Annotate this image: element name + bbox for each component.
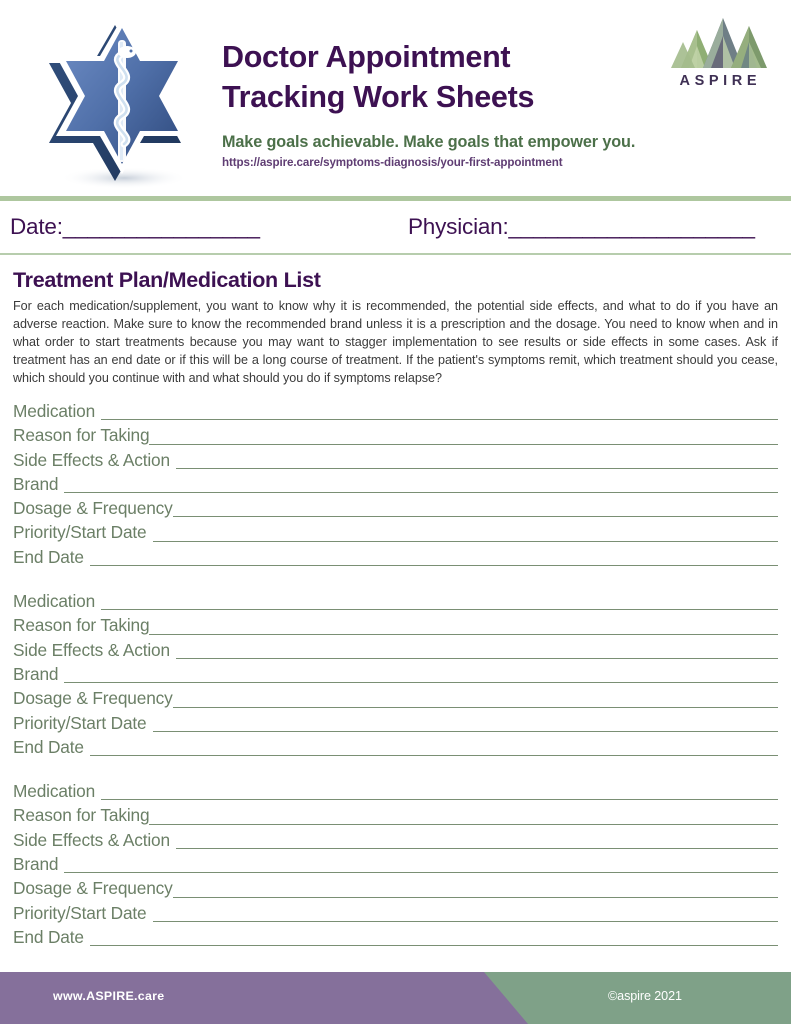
form-field-row [13, 546, 778, 570]
field-write-in-line[interactable] [149, 634, 778, 635]
field-write-in-line[interactable] [101, 799, 778, 800]
field-label: Reason for Taking [13, 805, 150, 826]
form-field-row [13, 400, 778, 424]
field-write-in-line[interactable] [153, 731, 778, 732]
field-write-in-line[interactable] [64, 492, 778, 493]
form-field-row [13, 449, 778, 473]
field-label: Dosage & Frequency [13, 498, 173, 519]
field-label: End Date [13, 926, 84, 947]
field-label: Priority/Start Date [13, 522, 147, 543]
form-field-row [13, 853, 778, 877]
field-write-in-line[interactable] [149, 444, 778, 445]
page-header [0, 0, 791, 196]
field-label: Brand [13, 473, 59, 494]
field-label: Brand [13, 663, 59, 684]
field-label: Medication [13, 591, 96, 612]
field-label: Side Effects & Action [13, 829, 170, 850]
section-body-text: For each medication/supplement, you want to know why it is recommended, the potential side effects, and what to do if you have an adverse reaction. Make sure to know the recommended brand unless it is a prescription and the dosage. You need to know when and in what order to start treatments because you may want to stagger implementation to see results or side effects in some cases. Ask if treatment has an end date or if this will be a long course of treatment. If the patient's symptoms remit, which treatment should you cease, which should you continue with and what should you do if symptoms relapse? [13, 299, 778, 385]
form-field-row [13, 521, 778, 545]
field-label: Reason for Taking [13, 615, 150, 636]
mountain-peaks-icon [663, 16, 773, 68]
field-write-in-line[interactable] [173, 516, 778, 517]
identification-row [0, 206, 791, 252]
star-of-life-icon [32, 12, 212, 192]
form-field-row [13, 780, 778, 804]
form-field-row [13, 877, 778, 901]
section-title: Treatment Plan/Medication List [13, 268, 321, 292]
page-title-line-1: Doctor Appointment [222, 40, 511, 74]
form-field-row [13, 473, 778, 497]
page-title-line-2: Tracking Work Sheets [222, 79, 535, 114]
field-label: End Date [13, 736, 84, 757]
medication-block [13, 780, 778, 950]
field-label: Medication [13, 781, 96, 802]
field-label: Side Effects & Action [13, 639, 170, 660]
field-write-in-line[interactable] [153, 541, 778, 542]
field-label: Brand [13, 854, 59, 875]
medication-entry-blocks [0, 400, 791, 950]
field-write-in-line[interactable] [176, 468, 778, 469]
tagline: Make goals achievable. Make goals that empower you. [222, 133, 636, 152]
site-url[interactable]: https://aspire.care/symptoms-diagnosis/your-first-appointment [222, 156, 563, 170]
medication-block [13, 400, 778, 570]
field-write-in-line[interactable] [101, 419, 778, 420]
page-title [222, 38, 662, 117]
field-write-in-line[interactable] [149, 824, 778, 825]
field-write-in-line[interactable] [64, 682, 778, 683]
field-label: Dosage & Frequency [13, 878, 173, 899]
form-field-row [13, 590, 778, 614]
form-field-row [13, 736, 778, 760]
form-field-row [13, 712, 778, 736]
field-label: Dosage & Frequency [13, 688, 173, 709]
footer-website-text[interactable]: www.ASPIRE.care [53, 989, 165, 1003]
header-divider-rule [0, 196, 791, 201]
form-field-row [13, 663, 778, 687]
field-write-in-line[interactable] [176, 658, 778, 659]
field-write-in-line[interactable] [90, 755, 778, 756]
form-field-row [13, 614, 778, 638]
field-write-in-line[interactable] [173, 897, 778, 898]
form-field-row [13, 926, 778, 950]
field-write-in-line[interactable] [90, 945, 778, 946]
field-label: Medication [13, 401, 96, 421]
treatment-plan-section [0, 268, 791, 387]
id-row-divider-rule [0, 253, 791, 255]
field-write-in-line[interactable] [101, 609, 778, 610]
field-write-in-line[interactable] [153, 921, 778, 922]
header-title-group [222, 38, 662, 169]
aspire-wordmark: ASPIRE [679, 73, 762, 89]
form-field-row [13, 804, 778, 828]
page-footer [0, 972, 791, 1024]
aspire-brand-logo [663, 16, 773, 89]
medication-block [13, 590, 778, 760]
field-label: End Date [13, 546, 84, 567]
field-label: Side Effects & Action [13, 449, 170, 470]
field-write-in-line[interactable] [64, 872, 778, 873]
field-label: Reason for Taking [13, 425, 150, 446]
field-label: Priority/Start Date [13, 902, 147, 923]
form-field-row [13, 497, 778, 521]
form-field-row [13, 687, 778, 711]
form-field-row [13, 639, 778, 663]
field-write-in-line[interactable] [176, 848, 778, 849]
footer-copyright-text: ©aspire 2021 [608, 989, 682, 1003]
form-field-row [13, 829, 778, 853]
field-write-in-line[interactable] [90, 565, 778, 566]
form-field-row [13, 424, 778, 448]
date-field[interactable]: Date:________________ [10, 214, 260, 239]
field-write-in-line[interactable] [173, 707, 778, 708]
field-label: Priority/Start Date [13, 712, 147, 733]
form-field-row [13, 902, 778, 926]
physician-field[interactable]: Physician:____________________ [408, 214, 755, 239]
